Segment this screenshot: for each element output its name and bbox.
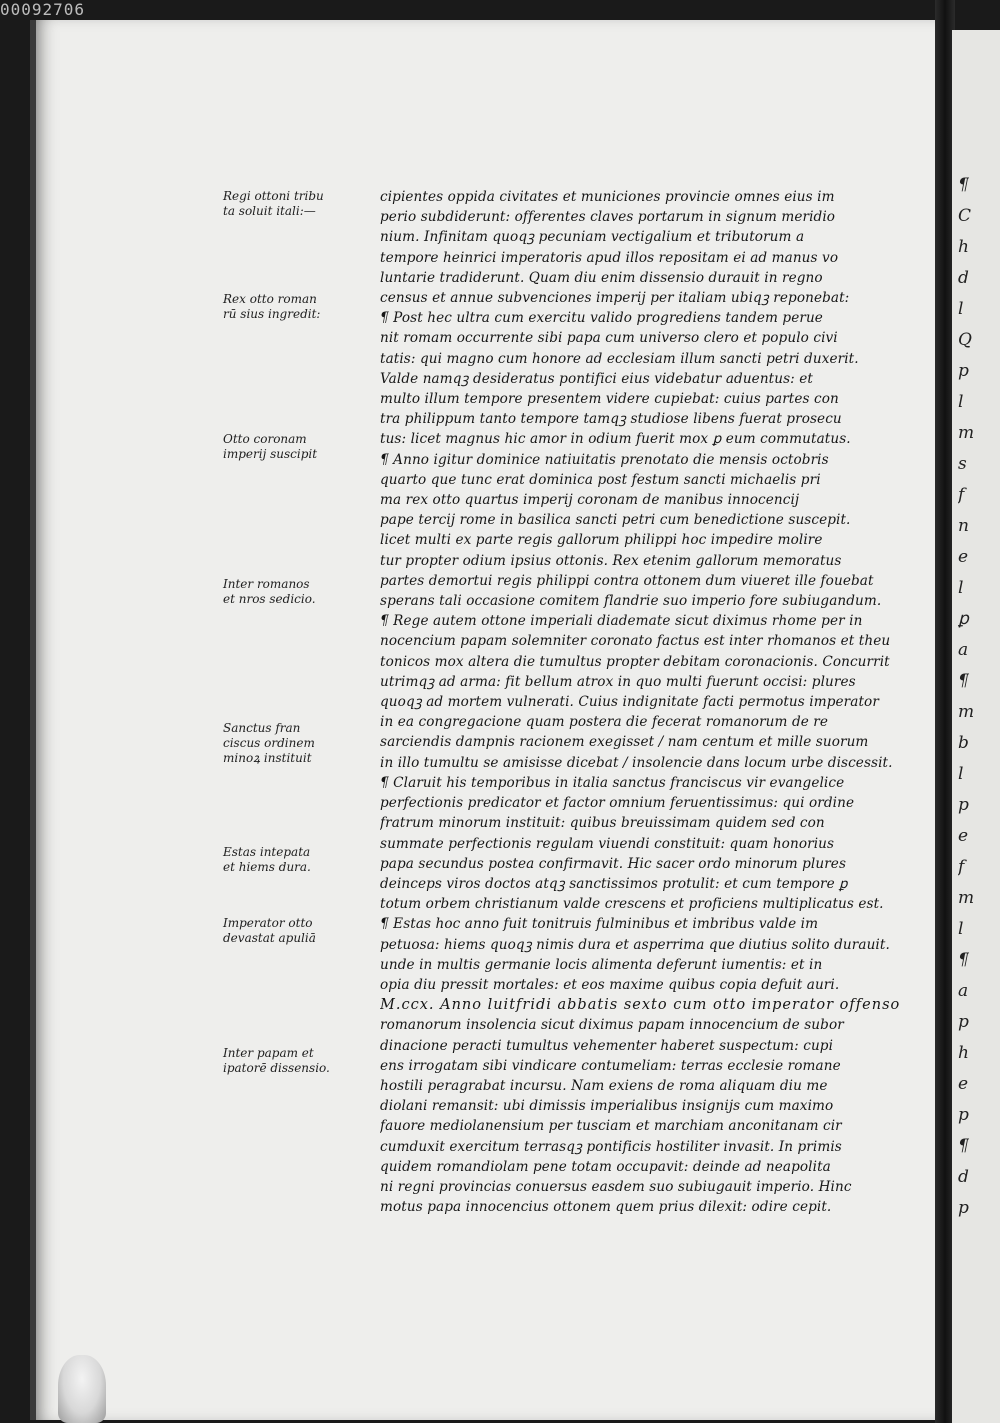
text-line: sperans tali occasione comitem flandrie suo imperio fore subiugandum. — [380, 593, 882, 610]
right-page-fragment: ¶ — [958, 950, 969, 970]
text-line: ni regni provincias conuersus easdem suo subiugauit imperio. Hinc — [380, 1178, 852, 1195]
text-line: quoqꝫ ad mortem vulnerati. Cuius indignitate facti permotus imperator — [380, 694, 879, 711]
text-line: multo illum tempore presentem videre cupiebat: cuius partes con — [380, 391, 839, 408]
text-line: totum orbem christianum valde crescens et proficiens multiplicatus est. — [380, 896, 884, 913]
text-line: quarto que tunc erat dominica post festum sancti michaelis pri — [380, 471, 821, 488]
text-line: ens irrogatam sibi vindicare contumeliam: terras ecclesie romane — [380, 1057, 841, 1074]
right-page-fragment: f — [958, 485, 965, 505]
right-page-fragment: b — [958, 733, 969, 753]
margin-note: Estas intepata et hiems dura. — [223, 845, 311, 874]
text-line: perfectionis predicator et factor omnium feruentissimus: qui ordine — [380, 795, 855, 812]
right-page-fragment: d — [958, 268, 969, 288]
text-line: motus papa innocencius ottonem quem prius dilexit: odire cepit. — [380, 1199, 832, 1216]
right-page-fragment: n — [958, 516, 969, 536]
margin-note: Rex otto roman rū sius ingredit: — [223, 292, 321, 321]
right-page-fragment: l — [958, 764, 964, 784]
text-line: summate perfectionis regulam viuendi constituit: quam honorius — [380, 835, 835, 852]
right-page-fragment: p — [958, 1012, 969, 1032]
right-page-fragment: e — [958, 1074, 969, 1094]
right-page-fragment: e — [958, 826, 969, 846]
right-page-fragment: d — [958, 1167, 969, 1187]
text-line: utrimqꝫ ad arma: fit bellum atrox in quo multi fuerunt occisi: plures — [380, 673, 856, 690]
right-page-fragment: h — [958, 237, 969, 257]
text-line: opia diu pressit mortales: et eos maxime quibus copia defuit auri. — [380, 976, 840, 993]
right-page-fragment: s — [958, 454, 967, 474]
right-page-fragment: p — [958, 361, 969, 381]
right-page-fragment: ¶ — [958, 671, 969, 691]
right-page-fragment: e — [958, 547, 969, 567]
text-line: licet multi ex parte regis gallorum philippi hoc impedire molire — [380, 532, 823, 549]
right-page-fragment: l — [958, 919, 964, 939]
margin-note: Inter romanos et nros sedicio. — [223, 577, 316, 606]
text-line: pape tercij rome in basilica sancti petri cum benedictione suscepit. — [380, 512, 851, 529]
thumb-holding-page — [58, 1355, 106, 1423]
text-line: dinacione peracti tumultus vehementer haberet suspectum: cupi — [380, 1037, 834, 1054]
text-line: tonicos mox altera die tumultus propter debitam coronacionis. Concurrit — [380, 653, 890, 670]
right-page-fragment: l — [958, 299, 964, 319]
text-line: Valde namqꝫ desideratus pontifici eius videbatur aduentus: et — [380, 370, 813, 387]
main-text-block — [380, 187, 905, 1217]
right-page-fragment: ꝑ — [958, 609, 969, 629]
text-line: ¶ Rege autem ottone imperiali diademate sicut diximus rhome per in — [380, 613, 863, 630]
scan-id-label: 00092706 — [0, 0, 86, 19]
text-line: tra philippum tanto tempore tamqꝫ studiose libens fuerat prosecu — [380, 411, 842, 428]
right-page-fragment: p — [958, 795, 969, 815]
right-page-fragment: Q — [958, 330, 972, 350]
right-page-text-fragments — [958, 170, 1000, 1224]
text-line: ¶ Claruit his temporibus in italia sanctus franciscus vir evangelice — [380, 774, 845, 791]
text-line: M.ccx. Anno luitfridi abbatis sexto cum otto imperator offenso — [380, 997, 901, 1014]
right-page-fragment: l — [958, 578, 964, 598]
text-line: ¶ Estas hoc anno fuit tonitruis fulminibus et imbribus valde im — [380, 916, 819, 933]
text-line: cipientes oppida civitates et municiones provincie omnes eius im — [380, 189, 835, 205]
text-line: cumduxit exercitum terrasqꝫ pontificis hostiliter invasit. In primis — [380, 1138, 842, 1155]
text-line: quidem romandiolam pene totam occupavit: deinde ad neapolita — [380, 1158, 831, 1175]
right-page-fragment: ¶ — [958, 175, 969, 195]
text-line: diolani remansit: ubi dimissis imperialibus insignijs cum maximo — [380, 1098, 834, 1115]
text-line: nium. Infinitam quoqꝫ pecuniam vectigalium et tributorum a — [380, 229, 805, 246]
margin-note: Regi ottoni tribu ta soluit itali:— — [223, 189, 324, 218]
margin-note: Inter papam et ipatorē dissensio. — [223, 1046, 330, 1075]
text-line: in illo tumultu se amisisse dicebat / insolencie dans locum urbe discessit. — [380, 754, 893, 771]
text-line: unde in multis germanie locis alimenta deferunt iumentis: et in — [380, 956, 823, 973]
text-line: nocencium papam solemniter coronato factus est inter rhomanos et theu — [380, 633, 891, 650]
right-page-fragment: m — [958, 423, 975, 443]
text-line: luntarie tradiderunt. Quam diu enim dissensio durauit in regno — [380, 269, 823, 286]
margin-note: Imperator otto devastat apuliā — [223, 916, 316, 945]
right-page-fragment: h — [958, 1043, 969, 1063]
right-page-fragment: p — [958, 1198, 969, 1218]
right-page-fragment: a — [958, 640, 969, 660]
right-page-fragment: ¶ — [958, 1136, 969, 1156]
text-line: fratrum minorum instituit: quibus breuissimam quidem sed con — [380, 815, 825, 832]
right-page-fragment: f — [958, 857, 965, 877]
text-line: sarciendis dampnis racionem exegisset / nam centum et mille suorum — [380, 734, 869, 751]
right-page-fragment: C — [958, 206, 972, 226]
text-line: papa secundus postea confirmavit. Hic sacer ordo minorum plures — [380, 855, 847, 872]
right-page-fragment: m — [958, 702, 975, 722]
text-line: fauore mediolanensium per tusciam et marchiam anconitanam cir — [380, 1118, 842, 1135]
text-line: census et annue subvenciones imperij per italiam ubiqꝫ reponebat: — [380, 290, 850, 307]
margin-note: Otto coronam imperij suscipit — [223, 432, 318, 461]
text-line: ¶ Anno igitur dominice natiuitatis prenotato die mensis octobris — [380, 451, 829, 468]
margin-note: Sanctus fran ciscus ordinem minoꝝ instituit — [223, 721, 315, 765]
text-line: nit romam occurrente sibi papa cum universo clero et populo civi — [380, 330, 838, 347]
text-line: tus: licet magnus hic amor in odium fuerit mox ꝑ eum commutatus. — [380, 431, 851, 448]
right-page-fragment: l — [958, 392, 964, 412]
text-line: hostili peragrabat incursu. Nam exiens de roma aliquam diu me — [380, 1077, 828, 1094]
text-line: ma rex otto quartus imperij coronam de manibus innocencij — [380, 492, 800, 509]
text-line: romanorum insolencia sicut diximus papam innocencium de subor — [380, 1017, 844, 1034]
right-page-fragment: m — [958, 888, 975, 908]
text-line: petuosa: hiems quoqꝫ nimis dura et asperrima que diutius solito durauit. — [380, 936, 890, 953]
text-line: ¶ Post hec ultra cum exercitu valido progrediens tandem perue — [380, 310, 823, 327]
text-line: tur propter odium ipsius ottonis. Rex etenim gallorum memoratus — [380, 552, 842, 569]
text-line: in ea congregacione quam postera die fecerat romanorum de re — [380, 714, 829, 731]
right-page-fragment: a — [958, 981, 969, 1001]
text-line: partes demortui regis philippi contra ottonem dum viueret ille fouebat — [380, 572, 874, 589]
text-line: tatis: qui magno cum honore ad ecclesiam illum sancti petri duxerit. — [380, 350, 859, 367]
text-line: deinceps viros doctos atqꝫ sanctissimos protulit: et cum tempore ꝑ — [380, 875, 848, 892]
right-page-fragment: p — [958, 1105, 969, 1125]
text-line: perio subdiderunt: offerentes claves portarum in signum meridio — [380, 209, 836, 226]
text-line: tempore heinrici imperatoris apud illos repositam ei ad manus vo — [380, 249, 839, 266]
